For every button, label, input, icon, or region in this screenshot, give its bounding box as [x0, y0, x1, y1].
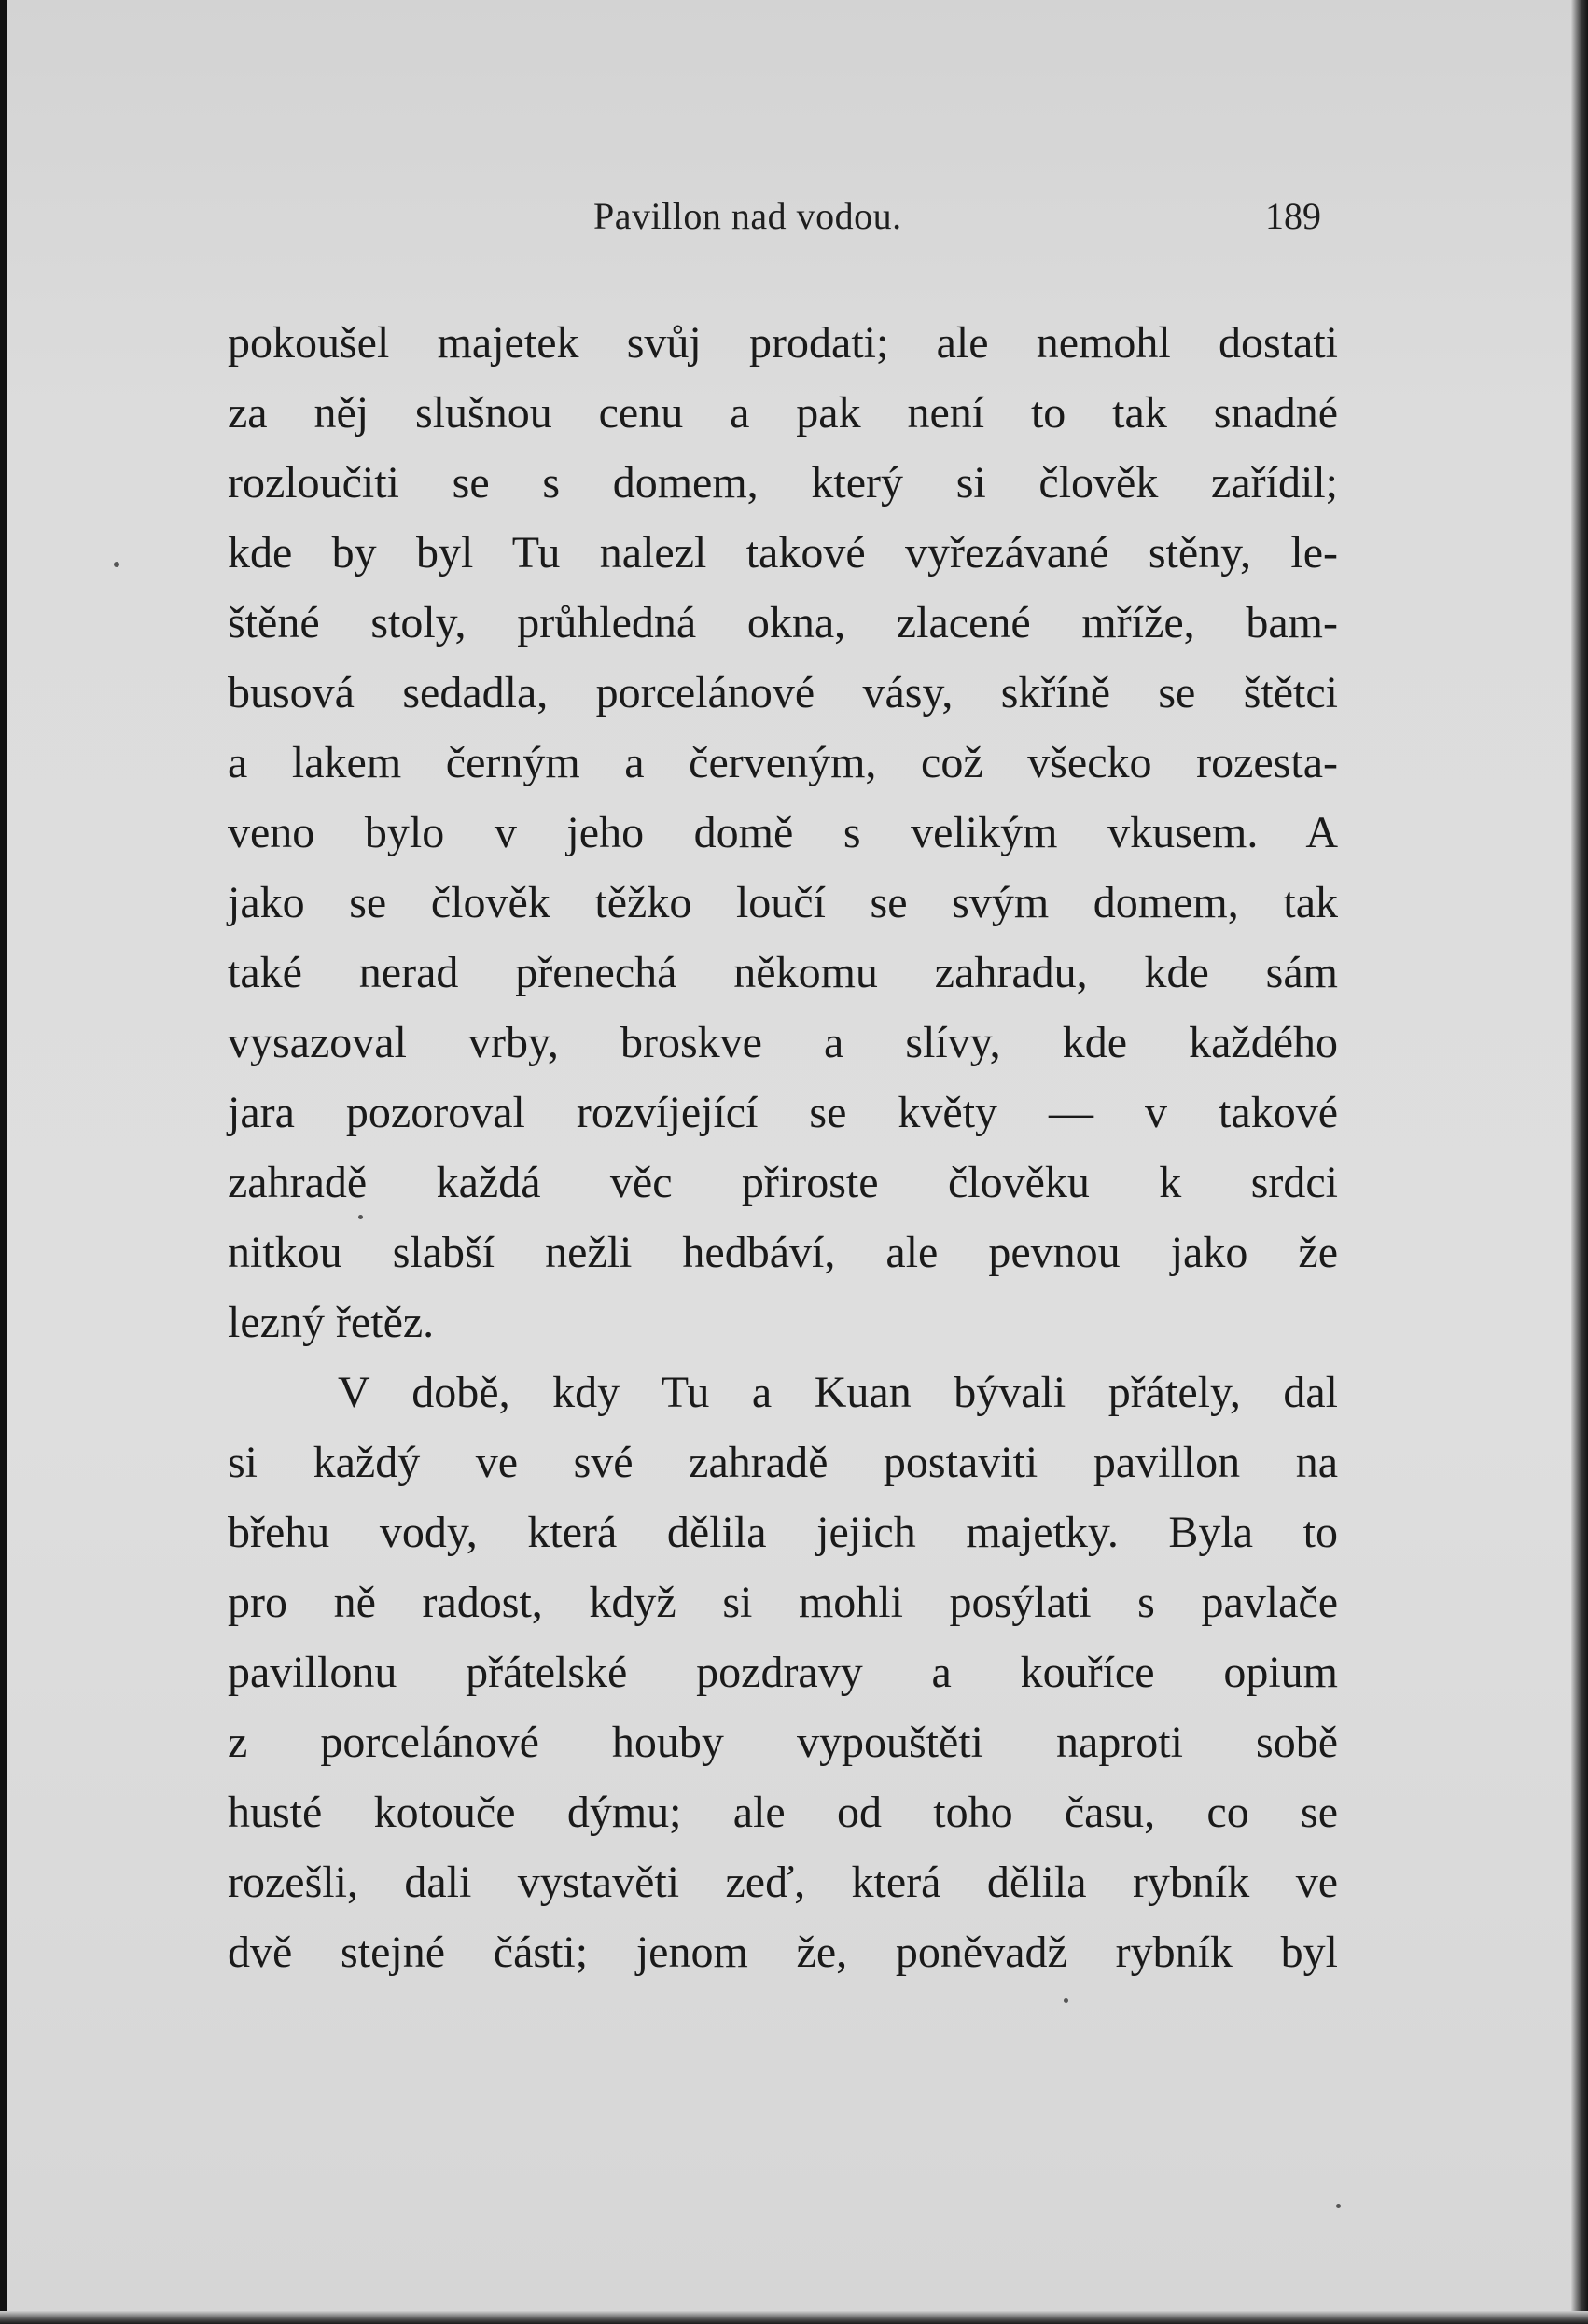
text-line: rozloučiti se s domem, který si člověk zařídil;	[228, 458, 1338, 508]
scan-edge-left	[0, 0, 7, 2324]
text-line: lezný řetěz.	[228, 1298, 435, 1347]
text-line: a lakem černým a červeným, což všecko rozesta-	[228, 738, 1338, 787]
text-line: za něj slušnou cenu a pak není to tak snadné	[228, 388, 1338, 438]
body-text	[228, 308, 1338, 1987]
text-line: veno bylo v jeho domě s velikým vkusem. A	[228, 808, 1338, 857]
text-line: vysazoval vrby, broskve a slívy, kde každého	[228, 1018, 1338, 1067]
text-line: dvě stejné části; jenom že, poněvadž rybník byl	[228, 1927, 1338, 1977]
text-line: rozešli, dali vystavěti zeď, která dělila rybník ve	[228, 1858, 1338, 1907]
text-line: pro ně radost, když si mohli posýlati s pavlače	[228, 1578, 1338, 1627]
scan-edge-right	[1571, 0, 1588, 2324]
page-number: 189	[1265, 195, 1321, 237]
scan-speck	[114, 562, 119, 567]
text-line: štěné stoly, průhledná okna, zlacené mříže, bam-	[228, 598, 1338, 647]
text-line: také nerad přenechá někomu zahradu, kde sám	[228, 948, 1338, 997]
text-line: kde by byl Tu nalezl takové vyřezávané stěny, le-	[228, 528, 1338, 578]
text-line: z porcelánové houby vypouštěti naproti sobě	[228, 1718, 1338, 1767]
text-line: pokoušel majetek svůj prodati; ale nemohl dostati	[228, 318, 1338, 368]
scan-speck	[1064, 1998, 1068, 2003]
running-title: Pavillon nad vodou.	[593, 195, 902, 237]
paragraph-start-line: V době, kdy Tu a Kuan bývali přátely, dal	[338, 1368, 1338, 1417]
text-line: zahradě každá věc přiroste člověku k srdci	[228, 1158, 1338, 1207]
text-line: husté kotouče dýmu; ale od toho času, co se	[228, 1788, 1338, 1837]
text-line: pavillonu přátelské pozdravy a kouříce opium	[228, 1648, 1338, 1697]
text-line: břehu vody, která dělila jejich majetky. Byla to	[228, 1508, 1338, 1557]
text-line: busová sedadla, porcelánové vásy, skříně se štětci	[228, 668, 1338, 717]
scan-edge-bottom	[0, 2311, 1588, 2324]
text-line: jara pozoroval rozvíjející se květy — v takové	[228, 1088, 1338, 1137]
text-line: jako se člověk těžko loučí se svým domem, tak	[228, 878, 1338, 927]
text-line: si každý ve své zahradě postaviti pavillon na	[228, 1438, 1338, 1487]
text-line: nitkou slabší nežli hedbáví, ale pevnou jako že	[228, 1228, 1338, 1277]
scan-speck	[1336, 2204, 1341, 2208]
